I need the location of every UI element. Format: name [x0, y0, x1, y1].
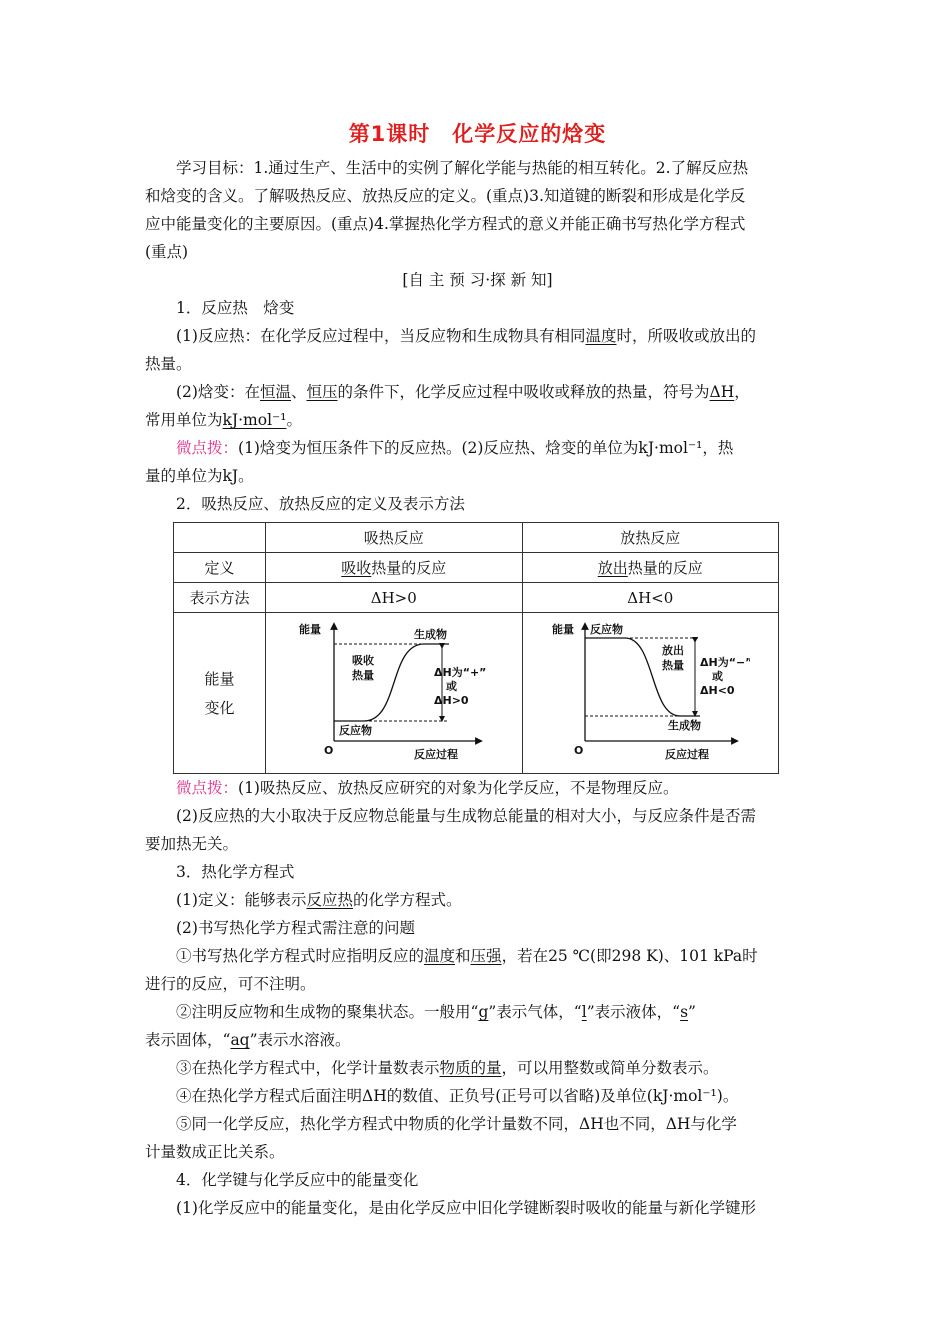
section-1-heading: 1．反应热 焓变	[176, 299, 295, 317]
cell-endo-diagram	[266, 613, 522, 774]
table-row	[174, 553, 779, 583]
lesson-title: 第1课时 化学反应的焓变	[348, 122, 607, 146]
origin-label: O	[574, 744, 584, 757]
section-2-heading: 2．吸热反应、放热反应的定义及表示方法	[176, 495, 465, 513]
note-2-cont: 表示固体，“aq”表示水溶液。	[145, 1031, 351, 1049]
table-row	[174, 583, 779, 613]
exothermic-energy-diagram	[550, 616, 750, 766]
tip-label: 微点拨：	[176, 439, 239, 457]
reaction-heat-definition-cont: 热量。	[145, 355, 192, 373]
delta-h-label-1: ΔH为“−”	[700, 656, 751, 669]
note-1: ①书写热化学方程式时应指明反应的温度和压强，若在25 ℃(即298 K)、101 kPa时	[176, 947, 758, 965]
axis-x-label: 反应过程	[665, 748, 710, 761]
cell-endo-definition: 吸收热量的反应	[266, 553, 522, 583]
tip-2-line-3: 要加热无关。	[145, 835, 239, 853]
reaction-heat-definition: (1)反应热：在化学反应过程中，当反应物和生成物具有相同温度时，所吸收或放出的	[176, 327, 756, 345]
table-header-exothermic: 放热反应	[522, 523, 779, 553]
axis-y-label: 能量	[298, 623, 321, 636]
endothermic-energy-diagram	[294, 616, 494, 766]
goals-line-4: (重点)	[145, 243, 189, 261]
origin-label: O	[323, 744, 334, 757]
cell-exo-definition: 放出热量的反应	[522, 553, 779, 583]
section-4-paragraph: (1)化学反应中的能量变化，是由化学反应中旧化学键断裂时吸收的能量与新化学键形	[176, 1199, 756, 1217]
notes-heading: (2)书写热化学方程式需注意的问题	[176, 919, 415, 937]
delta-h-label-3: ΔH>0	[433, 694, 469, 707]
note-2: ②注明反应物和生成物的聚集状态。一般用“g”表示气体，“l”表示液体，“s”	[176, 1003, 696, 1021]
delta-h-label-1: ΔH为“+”	[433, 666, 487, 679]
absorb-label-2: 热量	[351, 669, 374, 682]
reactant-label: 反应物	[590, 623, 624, 636]
note-3: ③在热化学方程式中，化学计量数表示物质的量，可以用整数或简单分数表示。	[176, 1059, 719, 1077]
cell-exo-representation: ΔH<0	[522, 583, 779, 613]
row-label-definition: 定义	[174, 553, 266, 583]
release-label-2: 热量	[662, 659, 685, 672]
note-1-cont: 进行的反应，可不注明。	[145, 975, 316, 993]
reaction-type-table	[173, 522, 779, 774]
axis-y-label: 能量	[552, 623, 575, 636]
reactant-label: 反应物	[338, 724, 372, 737]
product-label: 生成物	[668, 719, 702, 732]
thermo-eq-definition: (1)定义：能够表示反应热的化学方程式。	[176, 891, 462, 909]
table-row	[174, 613, 779, 774]
table-row	[174, 523, 779, 553]
release-label-1: 放出	[662, 644, 685, 657]
goals-line-1: 学习目标：1.通过生产、生活中的实例了解化学能与热能的相互转化。2.了解反应热	[176, 159, 749, 177]
row-label-energy-change: 能量 变化	[174, 613, 266, 774]
delta-h-label-2: 或	[712, 670, 724, 683]
absorb-label-1: 吸收	[351, 654, 374, 667]
axis-x-label: 反应过程	[413, 748, 458, 761]
tip-1: 微点拨：(1)焓变为恒压条件下的反应热。(2)反应热、焓变的单位为kJ·mol⁻¹，热	[176, 439, 734, 457]
cell-endo-representation: ΔH>0	[266, 583, 522, 613]
enthalpy-definition: (2)焓变：在恒温、恒压的条件下，化学反应过程中吸收或释放的热量，符号为ΔH，	[176, 383, 750, 401]
note-4: ④在热化学方程式后面注明ΔH的数值、正负号(正号可以省略)及单位(kJ·mol⁻¹)。	[176, 1087, 739, 1105]
tip-1-cont: 量的单位为kJ。	[145, 467, 254, 485]
note-5-cont: 计量数成正比关系。	[145, 1143, 285, 1161]
tip-2: 微点拨：(1)吸热反应、放热反应研究的对象为化学反应，不是物理反应。	[176, 779, 679, 797]
enthalpy-unit: 常用单位为kJ·mol⁻¹。	[145, 411, 302, 429]
tip-2-line-2: (2)反应热的大小取决于反应物总能量与生成物总能量的相对大小，与反应条件是否需	[176, 807, 756, 825]
delta-h-label-3: ΔH<0	[700, 684, 735, 697]
document-page	[145, 118, 810, 1222]
product-label: 生成物	[413, 628, 447, 641]
section-4-heading: 4．化学键与化学反应中的能量变化	[176, 1171, 419, 1189]
goals-line-2: 和焓变的含义。了解吸热反应、放热反应的定义。(重点)3.知道键的断裂和形成是化学反	[145, 187, 746, 205]
table-header-endothermic: 吸热反应	[266, 523, 522, 553]
row-label-representation: 表示方法	[174, 583, 266, 613]
cell-exo-diagram	[522, 613, 779, 774]
delta-h-label-2: 或	[445, 680, 457, 693]
tip-label: 微点拨：	[176, 779, 239, 797]
section-banner: [自 主 预 习·探 新 知]	[402, 271, 553, 289]
note-5: ⑤同一化学反应，热化学方程式中物质的化学计量数不同，ΔH也不同，ΔH与化学	[176, 1115, 737, 1133]
section-3-heading: 3．热化学方程式	[176, 863, 295, 881]
goals-line-3: 应中能量变化的主要原因。(重点)4.掌握热化学方程式的意义并能正确书写热化学方程式	[145, 215, 746, 233]
